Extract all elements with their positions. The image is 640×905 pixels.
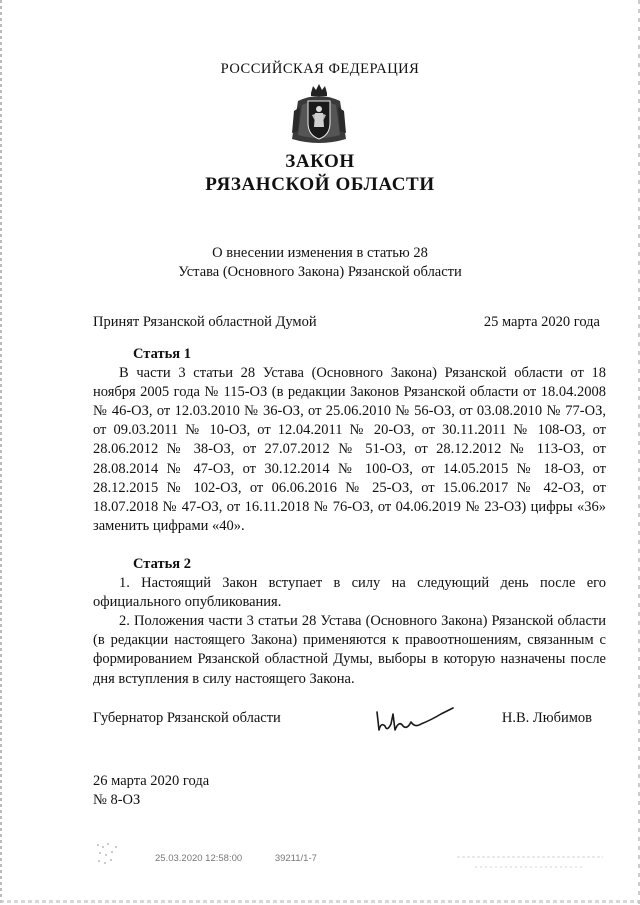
subject-line1: О внесении изменения в статью 28 bbox=[212, 245, 428, 261]
stamp-code: 39211/1-7 bbox=[274, 853, 317, 864]
article-heading: Статья 1 bbox=[133, 346, 191, 362]
subject-line2: Устава (Основного Закона) Рязанской области bbox=[178, 264, 462, 280]
adoption-line bbox=[93, 314, 600, 331]
law-title-line2: РЯЗАНСКОЙ ОБЛАСТИ bbox=[205, 174, 435, 195]
signatory-role: Губернатор Рязанской области bbox=[93, 710, 281, 726]
signature-block bbox=[93, 710, 600, 734]
law-number: № 8-ОЗ bbox=[93, 792, 141, 808]
law-title bbox=[0, 150, 640, 196]
adopted-date: 25 марта 2020 года bbox=[483, 314, 600, 330]
coat-of-arms-icon bbox=[286, 83, 352, 147]
article-heading: Статья 2 bbox=[133, 555, 191, 572]
signatory-name: Н.В. Любимов bbox=[501, 710, 592, 726]
scan-edge-left bbox=[0, 0, 2, 905]
registration-stamp bbox=[155, 853, 347, 864]
enactment-date: 26 марта 2020 года bbox=[93, 773, 210, 789]
article-paragraph: 1. Настоящий Закон вступает в силу на следующий день после его официального опубликования. bbox=[93, 575, 606, 611]
law-title-line1: ЗАКОН bbox=[285, 151, 355, 172]
law-body bbox=[93, 345, 606, 689]
adopted-by: Принят Рязанской областной Думой bbox=[93, 314, 317, 330]
scan-barcode-icon bbox=[95, 840, 135, 870]
law-subject bbox=[0, 244, 640, 282]
article-paragraph: В части 3 статьи 28 Устава (Основного Закона) Рязанской области от 18 ноября 2005 года № 115-ОЗ (в редакции Законов Рязанской области от 18.04.2008 № 46-ОЗ, от 12.03.2010 № 36-ОЗ, от 25.06.2010 № 56-ОЗ, от 03.08.2010 № 77-ОЗ, от 09.03.2011 № 10-ОЗ, от 12.04.2011 № 20-ОЗ, от 30.11.2011 № 108-ОЗ, от 28.06.2012 № 38-ОЗ, от 27.07.2012 № 51-ОЗ, от 28.12.2012 № 113-ОЗ, от 28.08.2014 № 47-ОЗ, от 30.12.2014 № 100-ОЗ, от 14.05.2015 № 18-ОЗ, от 28.12.2015 № 102-ОЗ, от 06.06.2016 № 25-ОЗ, от 15.06.2017 № 42-ОЗ, от 18.07.2018 № 47-ОЗ, от 16.11.2018 № 76-ОЗ, от 04.06.2019 № 23-ОЗ) цифры «36» заменить цифрами «40». bbox=[93, 365, 606, 534]
scan-bottom-noise bbox=[0, 900, 640, 903]
stamp-timestamp: 25.03.2020 12:58:00 bbox=[155, 853, 243, 864]
handwritten-signature-icon bbox=[371, 702, 461, 736]
enactment-block bbox=[93, 772, 209, 810]
article-paragraph: 2. Положения части 3 статьи 28 Устава (Основного Закона) Рязанской области (в редакции настоящего Закона) применяются к правоотношениям, связанным с формированием Рязанской областной Думы, выборы в которую назначены после дня вступления в силу настоящего Закона. bbox=[93, 613, 606, 687]
faint-stamp-icon bbox=[455, 851, 605, 873]
federation-heading: РОССИЙСКАЯ ФЕДЕРАЦИЯ bbox=[220, 61, 420, 77]
